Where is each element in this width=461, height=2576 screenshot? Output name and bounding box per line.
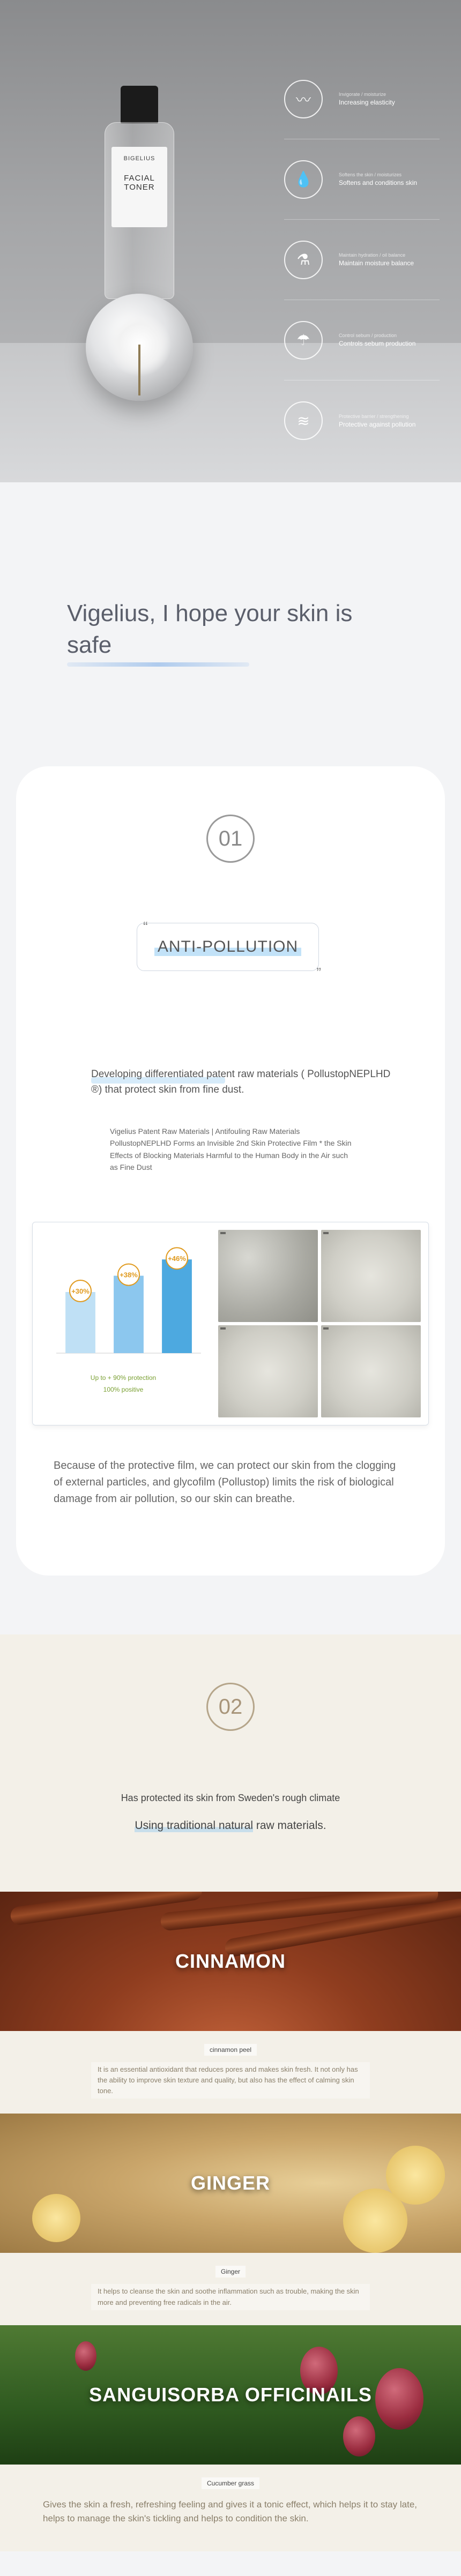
close-quote-icon: ” xyxy=(316,965,321,981)
line-rest: raw materials. xyxy=(253,1819,326,1832)
chart-data-label: +30% xyxy=(71,1287,90,1295)
section-lead: Developing differentiated patent raw materials ( PollustopNEPLHD ®) that protect skin from fine dust. xyxy=(91,1069,391,1096)
burnet-flower-image xyxy=(343,2416,375,2456)
feature-item xyxy=(284,139,440,220)
chart-note: 100% positive xyxy=(103,1386,144,1393)
chart-data-label: +38% xyxy=(120,1271,138,1279)
ingredient-name: Cucumber grass xyxy=(202,2477,259,2489)
microscope-photo xyxy=(218,1325,318,1417)
wave-icon: 〰 xyxy=(284,80,323,118)
bottle-product-name: FACIAL TONER xyxy=(124,174,155,192)
protection-chart xyxy=(40,1230,205,1412)
feature-title: Protective against pollution xyxy=(339,420,416,428)
microscope-photo-grid xyxy=(218,1230,421,1417)
microscope-photo xyxy=(321,1230,421,1322)
chart-bar xyxy=(162,1259,192,1353)
feature-list xyxy=(284,59,440,461)
feature-item xyxy=(284,380,440,461)
sanguisorba-banner xyxy=(0,2325,461,2465)
ingredient-description: It is an essential antioxidant that reduces pores and makes skin fresh. It not only has the ability to improve skin texture and quality, but also has the effect of calming skin tone. xyxy=(91,2062,370,2099)
quote-box xyxy=(137,916,324,981)
photo-tag xyxy=(220,1327,226,1330)
hero-section xyxy=(0,0,461,482)
feature-text xyxy=(339,172,417,186)
evidence-panel xyxy=(32,1222,429,1425)
droplet-icon: 💧 xyxy=(284,160,323,199)
natural-materials-section xyxy=(0,1634,461,1892)
section-number: 01 xyxy=(206,815,255,863)
ingredient-title: GINGER xyxy=(190,2172,270,2194)
toner-bottle xyxy=(105,122,174,299)
chart-svg xyxy=(40,1241,206,1412)
highlighted-phrase: Using traditional natural xyxy=(135,1819,254,1832)
feature-text xyxy=(339,252,414,267)
photo-tag xyxy=(323,1327,329,1330)
bottle-cap xyxy=(121,86,158,123)
microscope-photo xyxy=(218,1230,318,1322)
feature-text xyxy=(339,414,415,428)
ingredient-caption xyxy=(0,2031,461,2114)
bottle-label xyxy=(111,147,167,227)
shield-icon: ≋ xyxy=(284,401,323,440)
feature-subtitle: Invigorate / moisturize xyxy=(339,92,386,97)
feature-title: Increasing elasticity xyxy=(339,99,395,106)
feature-title: Maintain moisture balance xyxy=(339,259,414,267)
ingredient-name: cinnamon peel xyxy=(204,2044,257,2056)
section-line-2 xyxy=(0,1819,461,1832)
photo-tag xyxy=(323,1232,329,1234)
burnet-flower-image xyxy=(75,2341,96,2371)
cinnamon-banner xyxy=(0,1892,461,2031)
ingredient-caption xyxy=(0,2465,461,2541)
open-quote-icon: “ xyxy=(143,919,148,935)
feature-title: Controls sebum production xyxy=(339,340,416,347)
headline-underline xyxy=(67,662,249,667)
section-line-1: Has protected its skin from Sweden's rough climate xyxy=(121,1793,340,1803)
ingredient-name: Ginger xyxy=(215,2266,246,2278)
photo-tag xyxy=(220,1232,226,1234)
feature-subtitle: Softens the skin / moisturizes xyxy=(339,172,402,177)
balance-icon: ⚗ xyxy=(284,241,323,279)
microscope-photo xyxy=(321,1325,421,1417)
ginger-slice-image xyxy=(32,2194,80,2242)
mushroom-icon: ☂ xyxy=(284,321,323,360)
bottle-brand: BIGELIUS xyxy=(123,155,155,162)
section-number: 02 xyxy=(206,1683,255,1731)
ingredient-description: Gives the skin a fresh, refreshing feeling and gives it a tonic effect, which helps it to stay late, helps to manage the skin's tickling and helps to condition the skin. xyxy=(43,2499,417,2524)
footer-note xyxy=(0,2541,461,2551)
quote-frame xyxy=(137,923,319,971)
section-summary: Because of the protective film, we can protect our skin from the clogging of external particles, and glycofilm (Pollustop) limits the risk of biological damage from air pollution, so our skin can breathe. xyxy=(54,1460,396,1505)
feature-text xyxy=(339,92,395,106)
headline-section xyxy=(0,482,461,766)
headline-title: Vigelius, I hope your skin is safe xyxy=(67,600,353,659)
feature-subtitle: Maintain hydration / oil balance xyxy=(339,252,406,258)
ginger-banner xyxy=(0,2114,461,2253)
feature-text xyxy=(339,333,415,347)
ingredient-title: SANGUISORBA OFFICINAILS xyxy=(89,2383,372,2406)
feature-title: Softens and conditions skin xyxy=(339,179,418,186)
feature-subtitle: Control sebum / production xyxy=(339,333,397,338)
section-title: ANTI-POLLUTION xyxy=(154,938,301,956)
anti-pollution-card xyxy=(16,766,445,1576)
feature-item xyxy=(284,59,440,139)
anti-pollution-section xyxy=(0,766,461,1634)
feature-subtitle: Protective barrier / strengthening xyxy=(339,413,409,419)
ingredient-title: CINNAMON xyxy=(175,1950,286,1972)
ingredient-caption xyxy=(0,2253,461,2325)
chart-note: Up to + 90% protection xyxy=(90,1374,157,1382)
dandelion-stem xyxy=(138,345,140,395)
feature-item xyxy=(284,220,440,300)
chart-data-label: +46% xyxy=(168,1255,186,1263)
ingredient-description: It helps to cleanse the skin and soothe inflammation such as trouble, making the skin more and preventing free radicals in the air. xyxy=(91,2284,370,2310)
feature-item xyxy=(284,300,440,380)
section-detail: Vigelius Patent Raw Materials | Antifouling Raw Materials PollustopNEPLHD Forms an Invisible 2nd Skin Protective Film * the Skin Effects of Blocking Materials Harmful to the Human Body in the Air such as Fine Dust xyxy=(110,1127,352,1172)
glass-sphere xyxy=(86,294,193,401)
chart-bar xyxy=(114,1276,144,1353)
